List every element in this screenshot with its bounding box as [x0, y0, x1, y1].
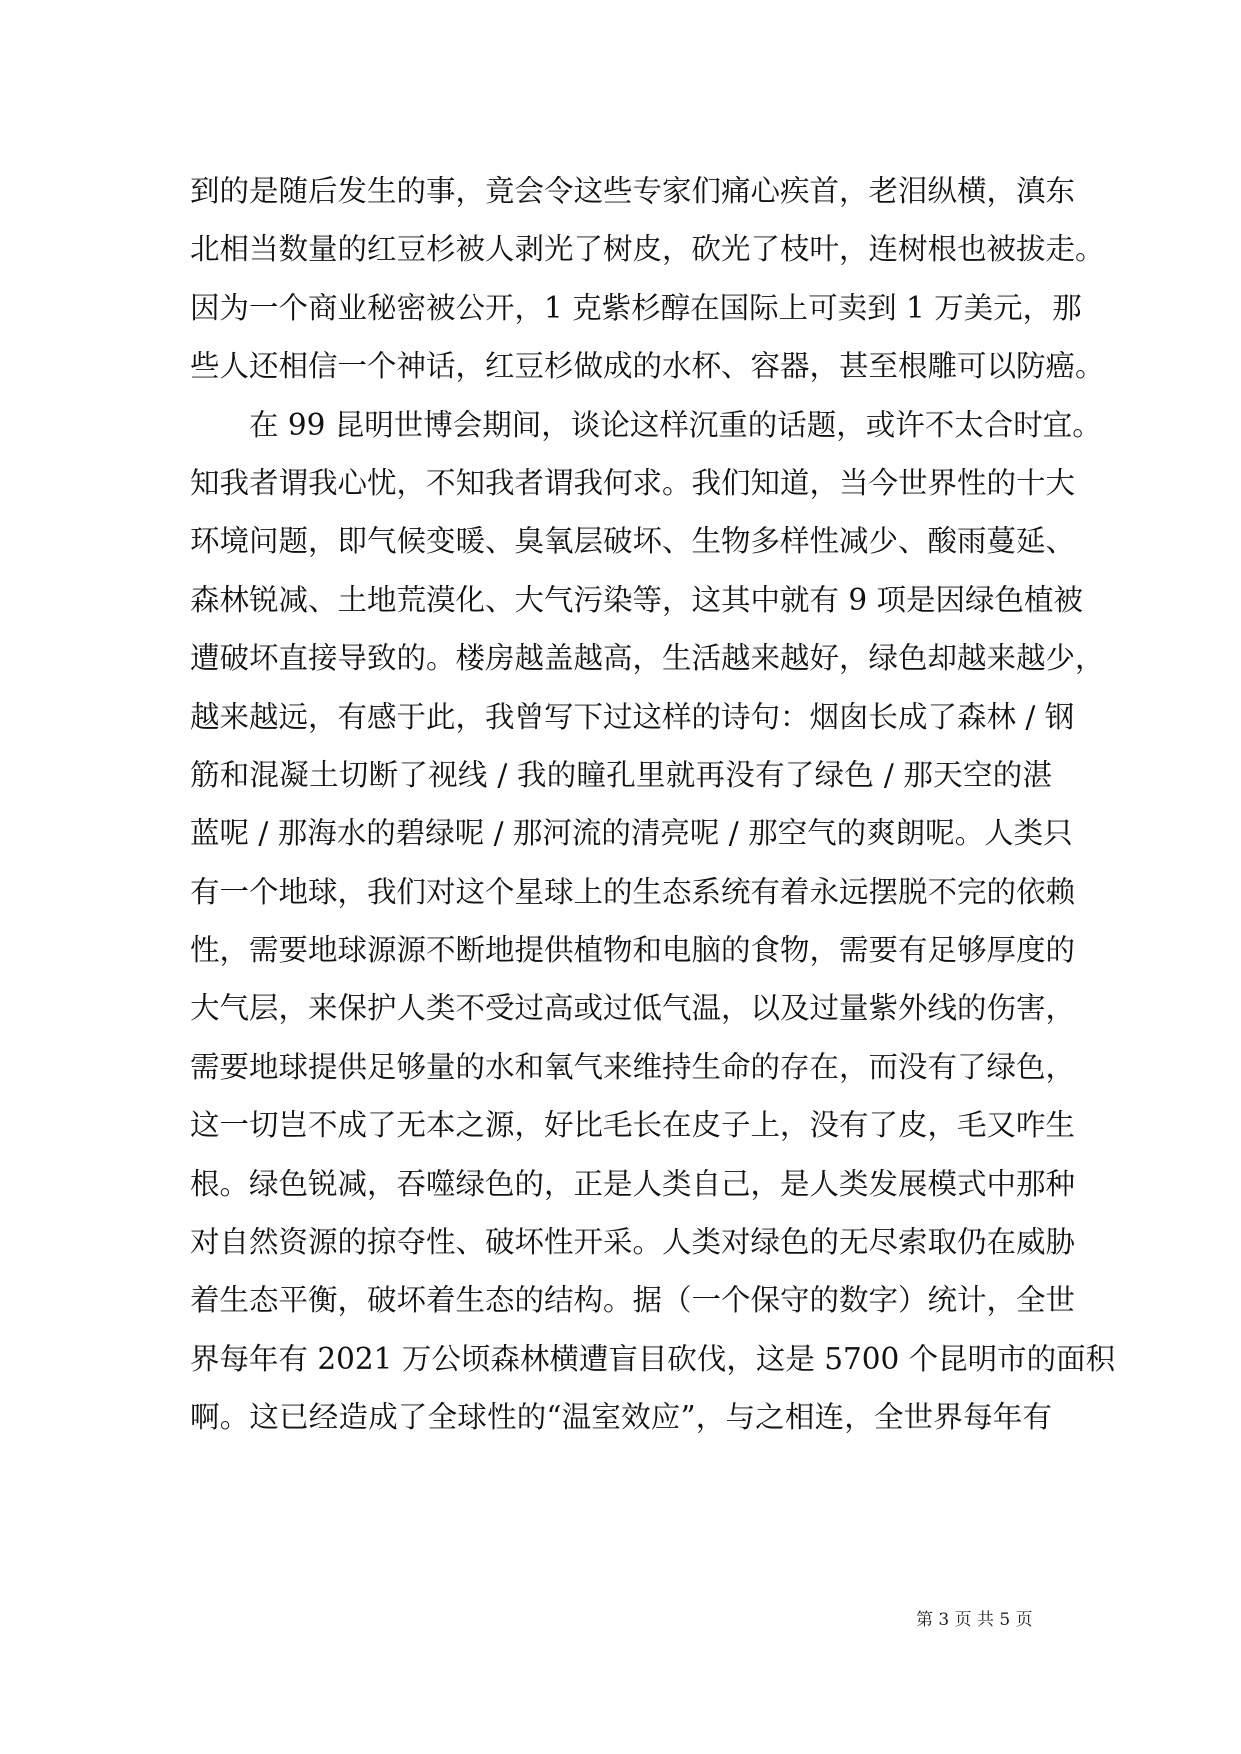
text-line: 啊。这已经造成了全球性的“温室效应”，与之相连，全世界每年有 — [190, 1400, 1052, 1435]
text-line: 大气层，来保护人类不受过高或过低气温，以及过量紫外线的伤害， — [190, 991, 1076, 1026]
text-line: 环境问题，即气候变暖、臭氧层破坏、生物多样性减少、酸雨蔓延、 — [190, 524, 1076, 559]
text-line: 在 99 昆明世博会期间，谈论这样沉重的话题，或许不太合时宜。 — [249, 407, 1102, 442]
text-line: 些人还相信一个神话，红豆杉做成的水杯、容器，甚至根雕可以防癌。 — [190, 349, 1105, 384]
text-line: 需要地球提供足够量的水和氧气来维持生命的存在，而没有了绿色， — [190, 1049, 1076, 1084]
text-line: 森林锐减、土地荒漠化、大气污染等，这其中就有 9 项是因绿色植被 — [190, 582, 1084, 617]
text-line: 性，需要地球源源不断地提供植物和电脑的食物，需要有足够厚度的 — [190, 933, 1076, 968]
text-line: 这一切岂不成了无本之源，好比毛长在皮子上，没有了皮，毛又咋生 — [190, 1108, 1076, 1143]
text-line: 筋和混凝土切断了视线 / 我的瞳孔里就再没有了绿色 / 那天空的湛 — [190, 757, 1052, 792]
text-line: 根。绿色锐减，吞噬绿色的，正是人类自己，是人类发展模式中那种 — [190, 1166, 1076, 1201]
text-line: 着生态平衡，破坏着生态的结构。据（一个保守的数字）统计，全世 — [190, 1283, 1076, 1318]
paragraph-1 — [190, 162, 1105, 396]
paragraph-2 — [190, 396, 1116, 1447]
text-line: 遭破坏直接导致的。楼房越盖越高，生活越来越好，绿色却越来越少， — [190, 641, 1105, 676]
text-line: 知我者谓我心忧，不知我者谓我何求。我们知道，当今世界性的十大 — [190, 465, 1076, 500]
text-line: 蓝呢 / 那海水的碧绿呢 / 那河流的清亮呢 / 那空气的爽朗呢。人类只 — [190, 816, 1073, 851]
text-line: 界每年有 2021 万公顷森林横遭盲目砍伐，这是 5700 个昆明市的面积 — [190, 1341, 1116, 1376]
text-line: 有一个地球，我们对这个星球上的生态系统有着永远摆脱不完的依赖 — [190, 874, 1076, 909]
document-body — [190, 162, 1116, 1447]
text-line: 对自然资源的掠夺性、破坏性开采。人类对绿色的无尽索取仍在威胁 — [190, 1225, 1076, 1260]
text-line: 越来越远，有感于此，我曾写下过这样的诗句：烟囱长成了森林 / 钢 — [190, 699, 1075, 734]
page-number-footer: 第 3 页 共 5 页 — [916, 1610, 1033, 1630]
text-line: 到的是随后发生的事，竟会令这些专家们痛心疾首，老泪纵横，滇东 — [190, 174, 1076, 208]
text-line: 北相当数量的红豆杉被人剥光了树皮，砍光了枝叶，连树根也被拔走。 — [190, 232, 1105, 267]
text-line: 因为一个商业秘密被公开，1 克紫杉醇在国际上可卖到 1 万美元，那 — [190, 290, 1082, 325]
